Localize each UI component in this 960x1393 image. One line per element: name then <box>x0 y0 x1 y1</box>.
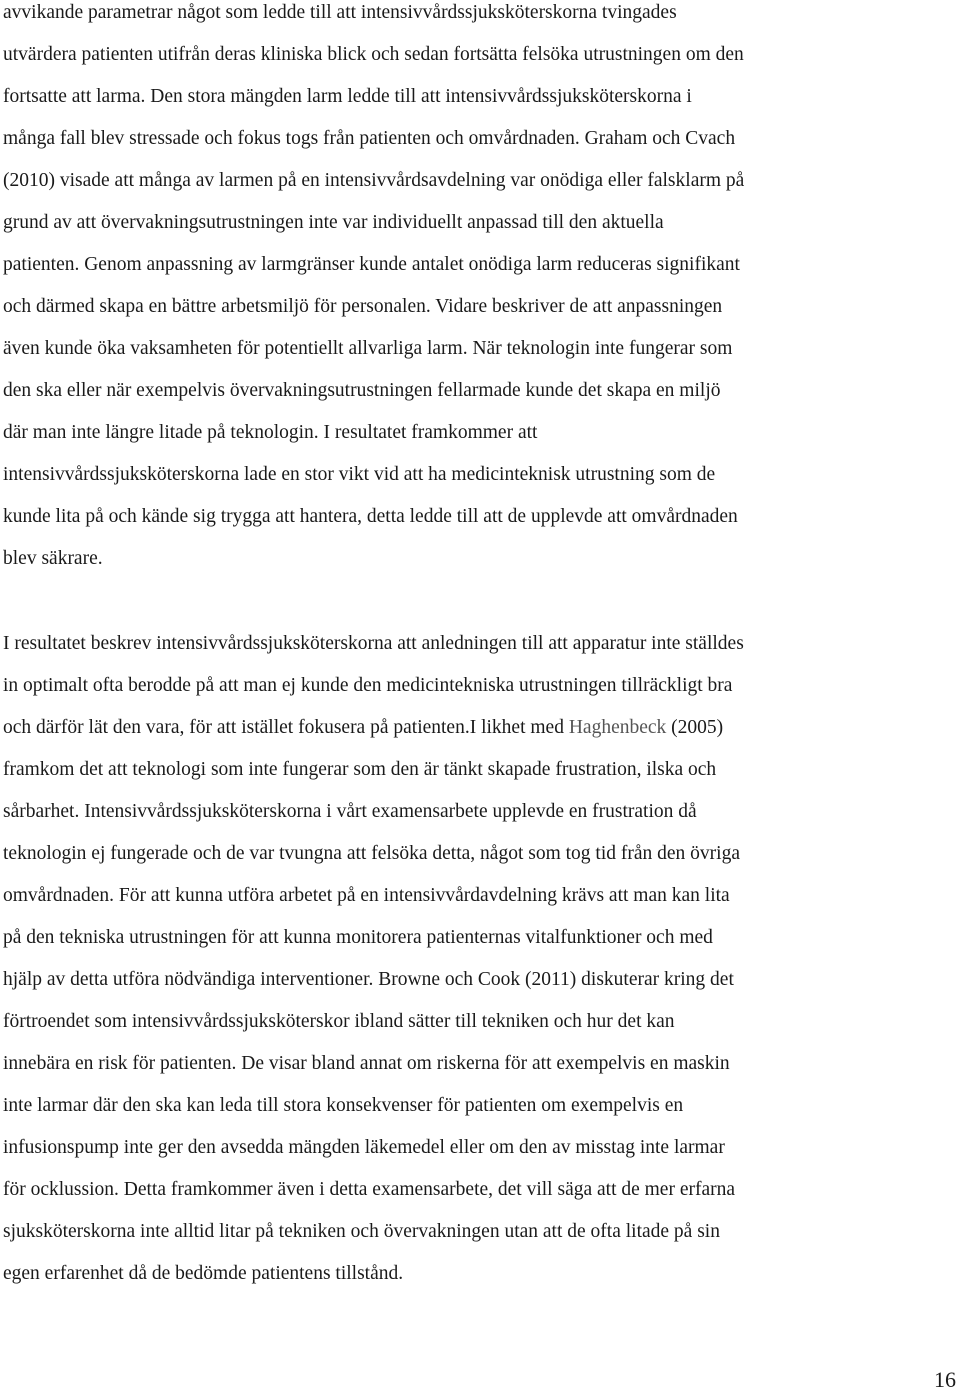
text-line: fortsatte att larma. Den stora mängden larm ledde till att intensivvårdssjuksköterskorna i <box>3 86 692 107</box>
text-line <box>3 716 723 740</box>
text-line: sjuksköterskorna inte alltid litar på tekniken och övervakningen utan att de ofta litade på sin <box>3 1221 720 1242</box>
text-line: hjälp av detta utföra nödvändiga interventioner. Browne och Cook (2011) diskuterar kring det <box>3 969 734 990</box>
text-line: och därmed skapa en bättre arbetsmiljö för personalen. Vidare beskriver de att anpassningen <box>3 296 723 317</box>
text-line: på den tekniska utrustningen för att kunna monitorera patienternas vitalfunktioner och med <box>3 927 713 948</box>
text-line: den ska eller när exempelvis övervakningsutrustningen fellarmade kunde det skapa en miljö <box>3 380 721 401</box>
text-line: förtroendet som intensivvårdssjuksköterskor ibland sätter till tekniken och hur det kan <box>3 1011 675 1032</box>
text-line: kunde lita på och kände sig trygga att hantera, detta ledde till att de upplevde att omvårdnaden <box>3 506 738 527</box>
text-fragment: (2005) <box>666 717 724 738</box>
text-line: innebära en risk för patienten. De visar bland annat om riskerna för att exempelvis en maskin <box>3 1053 730 1074</box>
text-line: (2010) visade att många av larmen på en intensivvårdsavdelning var onödiga eller falsklarm på <box>3 170 745 191</box>
text-line: egen erfarenhet då de bedömde patientens tillstånd. <box>3 1263 404 1284</box>
citation-link[interactable]: Haghenbeck <box>568 717 667 738</box>
text-line: många fall blev stressade och fokus togs från patienten och omvårdnaden. Graham och Cvach <box>3 128 736 149</box>
text-line: I resultatet beskrev intensivvårdssjuksköterskorna att anledningen till att apparatur inte ställdes <box>3 633 744 654</box>
text-line: även kunde öka vaksamheten för potentiellt allvarliga larm. När teknologin inte fungerar som <box>3 338 733 359</box>
text-line: avvikande parametrar något som ledde till att intensivvårdssjuksköterskorna tvingades <box>3 2 677 23</box>
text-line: utvärdera patienten utifrån deras kliniska blick och sedan fortsätta felsöka utrustningen om den <box>3 44 744 65</box>
page-number: 16 <box>934 1367 956 1392</box>
text-line: blev säkrare. <box>3 548 103 569</box>
text-line: infusionspump inte ger den avsedda mängden läkemedel eller om den av misstag inte larmar <box>3 1137 725 1158</box>
text-line: patienten. Genom anpassning av larmgränser kunde antalet onödiga larm reduceras signifikant <box>3 254 740 275</box>
text-line: teknologin ej fungerade och de var tvungna att felsöka detta, något som tog tid från den övriga <box>3 843 740 864</box>
text-line: omvårdnaden. För att kunna utföra arbetet på en intensivvårdavdelning krävs att man kan lita <box>3 885 730 906</box>
text-line: för ocklussion. Detta framkommer även i detta examensarbete, det vill säga att de mer erfarna <box>3 1179 736 1200</box>
text-line: framkom det att teknologi som inte fungerar som den är tänkt skapade frustration, ilska och <box>3 759 717 780</box>
text-line: grund av att övervakningsutrustningen inte var individuellt anpassad till den aktuella <box>3 212 664 233</box>
text-line: in optimalt ofta berodde på att man ej kunde den medicintekniska utrustningen tillräckligt bra <box>3 675 733 696</box>
text-line: intensivvårdssjuksköterskorna lade en stor vikt vid att ha medicinteknisk utrustning som de <box>3 464 716 485</box>
text-fragment: och därför lät den vara, för att istället fokusera på patienten.I likhet med <box>3 717 569 738</box>
text-line: sårbarhet. Intensivvårdssjuksköterskorna i vårt examensarbete upplevde en frustration då <box>3 801 697 822</box>
text-line: inte larmar där den ska kan leda till stora konsekvenser för patienten om exempelvis en <box>3 1095 684 1116</box>
text-line: där man inte längre litade på teknologin. I resultatet framkommer att <box>3 422 538 443</box>
